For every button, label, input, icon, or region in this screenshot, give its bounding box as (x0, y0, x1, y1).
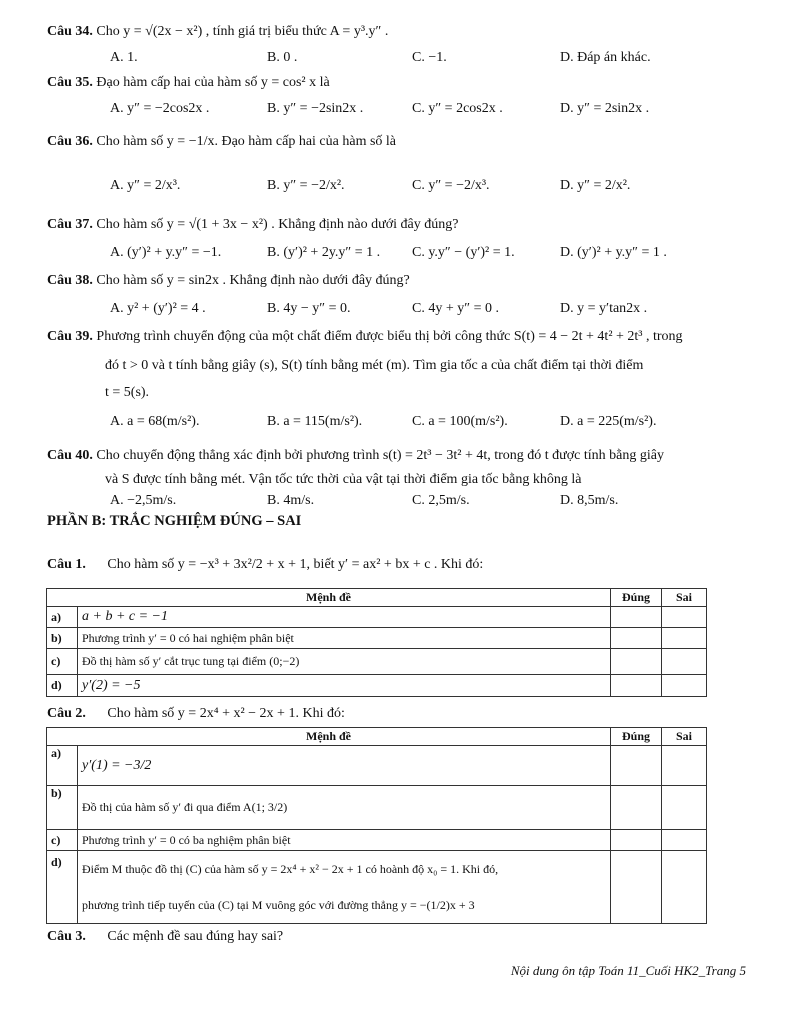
section-heading: PHẦN B: TRẮC NGHIỆM ĐÚNG – SAI (47, 513, 302, 529)
option-b: B. 4m/s. (267, 493, 315, 508)
question-number: Câu 38. (47, 273, 93, 288)
option-d: D. y″ = 2sin2x . (560, 101, 650, 116)
true-cell[interactable] (611, 628, 662, 649)
row-label: c) (47, 649, 78, 675)
false-cell[interactable] (662, 675, 707, 697)
row-statement: Đồ thị của hàm số y′ đi qua điểm A(1; 3/2) (78, 786, 611, 830)
row-statement: Phương trình y′ = 0 có ba nghiệm phân biệt (78, 830, 611, 851)
option-a: A. 1. (110, 50, 138, 65)
header-false: Sai (662, 589, 707, 607)
row-label: d) (47, 851, 78, 924)
option-c: C. a = 100(m/s²). (412, 414, 508, 429)
option-c: C. −1. (412, 50, 447, 65)
row-statement: Phương trình y′ = 0 có hai nghiệm phân biệt (78, 628, 611, 649)
question-number: Câu 39. (47, 329, 93, 344)
option-c: C. y″ = 2cos2x . (412, 101, 503, 116)
question-40 (47, 448, 664, 464)
option-b: B. a = 115(m/s²). (267, 414, 363, 429)
false-cell[interactable] (662, 786, 707, 830)
row-label: c) (47, 830, 78, 851)
row-label: d) (47, 675, 78, 697)
true-cell[interactable] (611, 607, 662, 628)
table-row (47, 675, 707, 697)
row-statement: y′(2) = −5 (78, 675, 611, 697)
true-false-table-1 (46, 588, 707, 697)
option-d: D. y″ = 2/x². (560, 178, 631, 193)
question-number: Câu 34. (47, 24, 93, 39)
question-number: Câu 1. (47, 557, 86, 572)
question-text: Cho hàm số y = √(1 + 3x − x²) . Khẳng định nào dưới đây đúng? (96, 217, 459, 232)
option-c: C. 2,5m/s. (412, 493, 470, 508)
page-footer: Nội dung ôn tập Toán 11_Cuối HK2_Trang 5 (510, 963, 746, 978)
true-cell[interactable] (611, 851, 662, 924)
option-b: B. y″ = −2sin2x . (267, 101, 364, 116)
row-label: a) (47, 607, 78, 628)
option-b: B. (y′)² + 2y.y″ = 1 . (267, 245, 381, 260)
row-statement: y′(1) = −3/2 (78, 746, 611, 786)
false-cell[interactable] (662, 628, 707, 649)
question-37 (47, 217, 458, 233)
false-cell[interactable] (662, 746, 707, 786)
question-text: Các mệnh đề sau đúng hay sai? (107, 929, 284, 944)
false-cell[interactable] (662, 851, 707, 924)
question-text: Cho hàm số y = −1/x. Đạo hàm cấp hai của hàm số là (96, 134, 397, 149)
question-text: Cho chuyển động thẳng xác định bởi phương trình s(t) = 2t³ − 3t² + 4t, trong đó t được tính bằng giây (96, 448, 664, 463)
option-a: A. y″ = −2cos2x . (110, 101, 210, 116)
question-b2 (47, 706, 345, 722)
option-c: C. 4y + y″ = 0 . (412, 301, 499, 316)
question-text-line-3: t = 5(s). (105, 385, 150, 400)
false-cell[interactable] (662, 830, 707, 851)
table-row (47, 786, 707, 830)
question-text: Cho y = √(2x − x²) , tính giá trị biểu thức A = y³.y″ . (96, 24, 389, 39)
option-d: D. a = 225(m/s²). (560, 414, 657, 429)
header-statement: Mệnh đề (47, 589, 611, 607)
table-row (47, 851, 707, 924)
question-text: Cho hàm số y = sin2x . Khẳng định nào dưới đây đúng? (96, 273, 410, 288)
option-a: A. y″ = 2/x³. (110, 178, 181, 193)
question-number: Câu 37. (47, 217, 93, 232)
table-row (47, 607, 707, 628)
option-d: D. Đáp án khác. (560, 50, 651, 65)
option-c: C. y.y″ − (y′)² = 1. (412, 245, 515, 260)
row-statement-line-1: Điểm M thuộc đồ thị (C) của hàm số y = 2x⁴ + x² − 2x + 1 có hoành độ x₀ = 1. Khi đó, (82, 862, 499, 876)
true-cell[interactable] (611, 786, 662, 830)
row-statement: a + b + c = −1 (78, 607, 611, 628)
table-row (47, 628, 707, 649)
row-statement (78, 851, 611, 924)
question-text: Đạo hàm cấp hai của hàm số y = cos² x là (96, 75, 330, 90)
option-a: A. y² + (y′)² = 4 . (110, 301, 206, 316)
option-b: B. y″ = −2/x². (267, 178, 345, 193)
question-text: Cho hàm số y = 2x⁴ + x² − 2x + 1. Khi đó: (107, 706, 345, 721)
option-d: D. (y′)² + y.y″ = 1 . (560, 245, 667, 260)
header-false: Sai (662, 728, 707, 746)
table-row (47, 830, 707, 851)
row-label: b) (47, 786, 78, 830)
option-b: B. 0 . (267, 50, 298, 65)
row-label: b) (47, 628, 78, 649)
question-number: Câu 3. (47, 929, 86, 944)
option-a: A. −2,5m/s. (110, 493, 177, 508)
option-a: A. a = 68(m/s²). (110, 414, 200, 429)
option-a: A. (y′)² + y.y″ = −1. (110, 245, 222, 260)
option-d: D. 8,5m/s. (560, 493, 619, 508)
header-true: Đúng (611, 728, 662, 746)
option-c: C. y″ = −2/x³. (412, 178, 490, 193)
true-cell[interactable] (611, 830, 662, 851)
option-b: B. 4y − y″ = 0. (267, 301, 351, 316)
false-cell[interactable] (662, 607, 707, 628)
table-row (47, 746, 707, 786)
true-cell[interactable] (611, 675, 662, 697)
question-text: Phương trình chuyển động của một chất điểm được biểu thị bởi công thức S(t) = 4 − 2t + 4t² + 2t³ , trong (96, 329, 683, 344)
row-statement: Đồ thị hàm số y′ cắt trục tung tại điểm (0;−2) (78, 649, 611, 675)
question-39 (47, 329, 683, 345)
question-number: Câu 36. (47, 134, 93, 149)
question-34 (47, 24, 388, 40)
question-35 (47, 75, 330, 91)
header-statement: Mệnh đề (47, 728, 611, 746)
question-text-line-2: và S được tính bằng mét. Vận tốc tức thời của vật tại thời điểm gia tốc bằng không là (105, 472, 582, 487)
table-row (47, 649, 707, 675)
false-cell[interactable] (662, 649, 707, 675)
true-false-table-2 (46, 727, 707, 924)
question-38 (47, 273, 410, 289)
question-text-line-2: đó t > 0 và t tính bằng giây (s), S(t) tính bằng mét (m). Tìm gia tốc a của chất điểm tại thời điểm (105, 358, 644, 373)
question-number: Câu 35. (47, 75, 93, 90)
question-number: Câu 2. (47, 706, 86, 721)
question-b3 (47, 929, 283, 945)
question-36 (47, 134, 396, 150)
true-cell[interactable] (611, 746, 662, 786)
row-statement-line-2: phương trình tiếp tuyến của (C) tại M vuông góc với đường thẳng y = −(1/2)x + 3 (82, 898, 475, 912)
question-number: Câu 40. (47, 448, 93, 463)
question-text: Cho hàm số y = −x³ + 3x²/2 + x + 1, biết y′ = ax² + bx + c . Khi đó: (107, 557, 484, 572)
question-b1 (47, 557, 483, 573)
row-label: a) (47, 746, 78, 786)
option-d: D. y = y′tan2x . (560, 301, 648, 316)
true-cell[interactable] (611, 649, 662, 675)
header-true: Đúng (611, 589, 662, 607)
